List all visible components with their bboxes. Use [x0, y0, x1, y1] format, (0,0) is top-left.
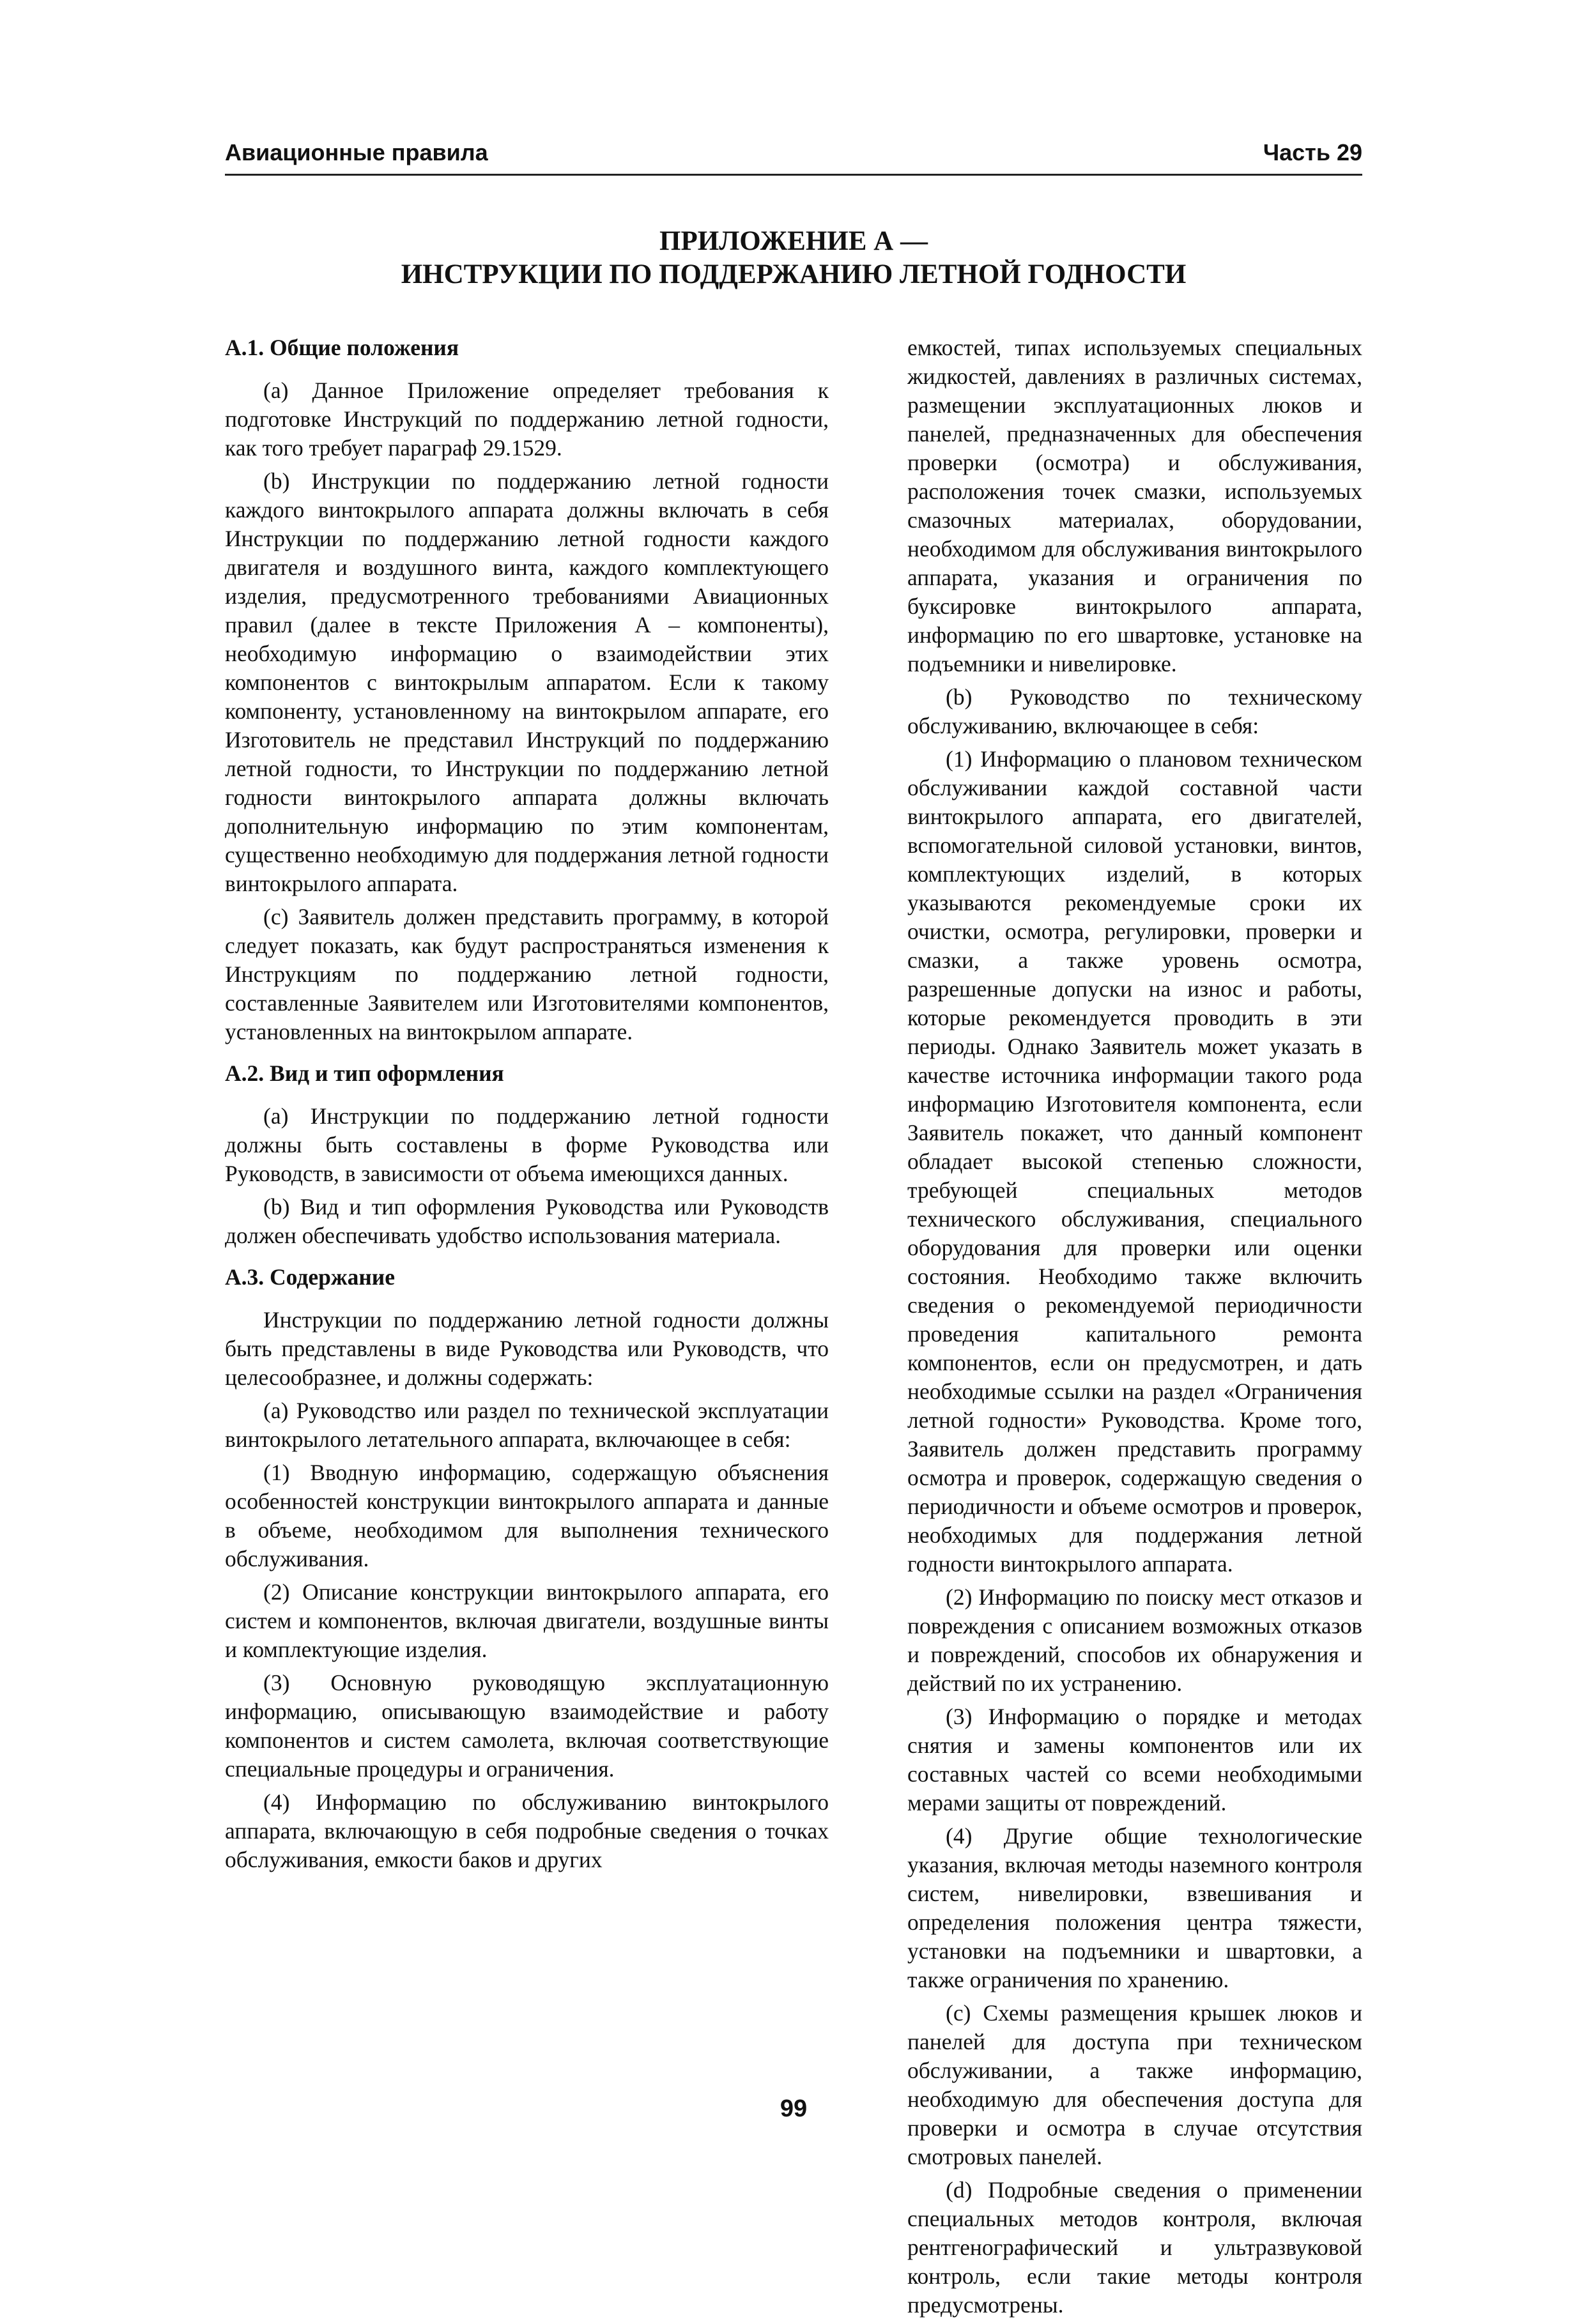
paragraph-a3-intro: Инструкции по поддержанию летной годности должны быть представлены в виде Руководства или Руководств, что целесообразнее, и должны содержать:	[225, 1307, 829, 1390]
paragraph-a3-c: (c) Схемы размещения крышек люков и панелей для доступа при техническом обслуживании, а также информацию, необходимую для обеспечения доступа для проверки и осмотра в случае отсутствия смотровых панелей.	[907, 2000, 1362, 2169]
paragraph-a3-a4: (4) Информацию по обслуживанию винтокрылого аппарата, включающую в себя подробные сведения о точках обслуживания, емкости баков и других	[225, 1789, 829, 1872]
paragraph-a1-b: (b) Инструкции по поддержанию летной годности каждого винтокрылого аппарата должны включать в себя Инструкции по поддержанию летной годности каждого двигателя и воздушного винта, каждого комплектующего изделия, предусмотренного требованиями Авиационных правил (далее в тексте Приложения А – компоненты), необходимую информацию о взаимодействии этих компонентов с винтокрылым аппаратом. Если к такому компоненту, установленному на винтокрылом аппарате, его Изготовитель не представил Инструкций по поддержанию летной годности, то Инструкции по поддержанию летной годности винтокрылого аппарата должны включать дополнительную информацию по этим компонентам, существенно необходимую для поддержания летной годности винтокрылого аппарата.	[225, 468, 829, 896]
paragraph-a3-d: (d) Подробные сведения о применении специальных методов контроля, включая рентгенографический и ультразвуковой контроль, если такие методы контроля предусмотрены.	[907, 2177, 1362, 2318]
appendix-title	[225, 225, 1362, 291]
paragraph-a3-a: (a) Руководство или раздел по технической эксплуатации винтокрылого летательного аппарата, включающее в себя:	[225, 1398, 829, 1452]
paragraph-a2-a: (a) Инструкции по поддержанию летной годности должны быть составлены в форме Руководства или Руководств, в зависимости от объема имеющихся данных.	[225, 1103, 829, 1186]
right-column	[907, 333, 1362, 2324]
paragraph-a3-a2: (2) Описание конструкции винтокрылого аппарата, его систем и компонентов, включая двигатели, воздушные винты и комплектующие изделия.	[225, 1579, 829, 1662]
paragraph-a3-a1: (1) Вводную информацию, содержащую объяснения особенностей конструкции винтокрылого аппарата и данные в объеме, необходимом для выполнения технического обслуживания.	[225, 1460, 829, 1571]
paragraph-a3-b1: (1) Информацию о плановом техническом обслуживании каждой составной части винтокрылого аппарата, его двигателей, вспомогательной силовой установки, винтов, комплектующих изделий, в которых указываются рекомендуемые сроки их очистки, осмотра, регулировки, проверки и смазки, а также уровень осмотра, разрешенные допуски на износ и работы, которые рекомендуется проводить в эти периоды. Однако Заявитель может указать в качестве источника информации такого рода информацию Изготовителя компонента, если Заявитель покажет, что данный компонент обладает высокой степенью сложности, требующей специальных методов технического обслуживания, специального оборудования для проверки или оценки состояния. Необходимо также включить сведения о рекомендуемой периодичности проведения капитального ремонта компонентов, если он предусмотрен, и дать необходимые ссылки на раздел «Ограничения летной годности» Руководства. Кроме того, Заявитель должен представить программу осмотра и проверок, содержащую сведения о периодичности и объеме осмотров и проверок, необходимых для поддержания летной годности винтокрылого аппарата.	[907, 746, 1362, 1577]
document-page	[225, 135, 1362, 2318]
paragraph-a2-b: (b) Вид и тип оформления Руководства или Руководств должен обеспечивать удобство использования материала.	[225, 1194, 829, 1248]
section-heading-a1: А.1. Общие положения	[225, 335, 459, 360]
paragraph-a3-a3: (3) Основную руководящую эксплуатационную информацию, описывающую взаимодействие и работу компонентов и систем самолета, включая соответствующие специальные процедуры и ограничения.	[225, 1670, 829, 1782]
left-column	[225, 333, 829, 1879]
paragraph-a3-b: (b) Руководство по техническому обслуживанию, включающее в себя:	[907, 684, 1362, 738]
section-heading-a2: А.2. Вид и тип оформления	[225, 1060, 504, 1086]
paragraph-a3-b2: (2) Информацию по поиску мест отказов и повреждения с описанием возможных отказов и повреждений, способов их обнаружения и действий по их устранению.	[907, 1584, 1362, 1696]
paragraph-a3-b3: (3) Информацию о порядке и методах снятия и замены компонентов или их составных частей со всеми необходимыми мерами защиты от повреждений.	[907, 1704, 1362, 1816]
page-number: 99	[780, 2095, 808, 2122]
appendix-title-line-2: ИНСТРУКЦИИ ПО ПОДДЕРЖАНИЮ ЛЕТНОЙ ГОДНОСТИ	[401, 259, 1187, 289]
paragraph-a3-b4: (4) Другие общие технологические указания, включая методы наземного контроля систем, нивелировки, взвешивания и определения положения центра тяжести, установки на подъемники и швартовки, а также ограничения по хранению.	[907, 1823, 1362, 1992]
header-part-number: Часть 29	[1263, 139, 1362, 165]
running-header	[225, 135, 1362, 176]
paragraph-a3-a4-continued: емкостей, типах используемых специальных жидкостей, давлениях в различных системах, размещении эксплуатационных люков и панелей, предназначенных для обеспечения проверки (осмотра) и обслуживания, расположения точек смазки, используемых смазочных материалах, оборудовании, необходимом для обслуживания винтокрылого аппарата, указания и ограничения по буксировке винтокрылого аппарата, информацию по его швартовке, установке на подъемники и нивелировке.	[907, 335, 1362, 677]
header-publication-title: Авиационные правила	[225, 139, 488, 165]
appendix-title-line-1: ПРИЛОЖЕНИЕ А —	[659, 226, 928, 256]
paragraph-a1-a: (a) Данное Приложение определяет требования к подготовке Инструкций по поддержанию летной годности, как того требует параграф 29.1529.	[225, 378, 829, 461]
paragraph-a1-c: (c) Заявитель должен представить программу, в которой следует показать, как будут распространяться изменения к Инструкциям по поддержанию летной годности, составленные Заявителем или Изготовителями компонентов, установленных на винтокрылом аппарате.	[225, 904, 829, 1044]
section-heading-a3: А.3. Содержание	[225, 1264, 395, 1290]
